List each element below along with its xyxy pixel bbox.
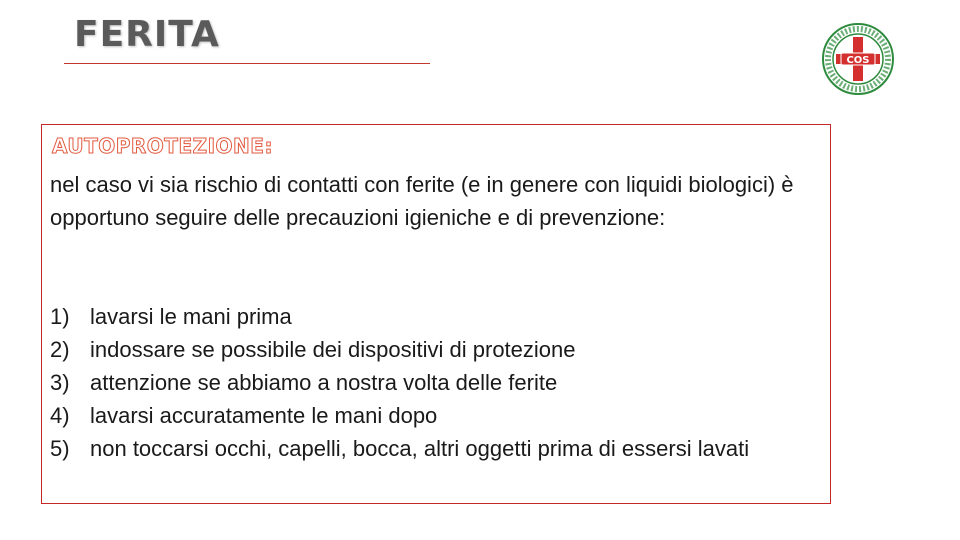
steps-list (50, 300, 820, 465)
list-item (50, 432, 820, 465)
list-item-number: 3) (50, 370, 70, 395)
list-item (50, 300, 820, 333)
logo-svg (821, 22, 895, 96)
list-item-text: attenzione se abbiamo a nostra volta delle ferite (90, 370, 558, 395)
list-item (50, 366, 820, 399)
list-item-number: 4) (50, 403, 70, 428)
list-item-number: 1) (50, 304, 70, 329)
list-item-text: non toccarsi occhi, capelli, bocca, altri oggetti prima di essersi lavati (90, 436, 750, 461)
section-heading: AUTOPROTEZIONE: (52, 134, 273, 158)
list-item-text: lavarsi le mani prima (90, 304, 292, 329)
list-item (50, 399, 820, 432)
list-item-text: lavarsi accuratamente le mani dopo (90, 403, 438, 428)
red-cross-emblem-icon (821, 22, 895, 96)
list-item-text: indossare se possibile dei dispositivi di protezione (90, 337, 576, 362)
title-underline (64, 63, 430, 64)
list-item (50, 333, 820, 366)
list-item-number: 5) (50, 436, 70, 461)
logo-center-text: COS (846, 55, 870, 66)
slide-title: FERITA (74, 14, 220, 55)
intro-paragraph: nel caso vi sia rischio di contatti con ferite (e in genere con liquidi biologici) è opportuno seguire delle precauzioni igieniche e di prevenzione: (50, 172, 794, 230)
list-item-number: 2) (50, 337, 70, 362)
